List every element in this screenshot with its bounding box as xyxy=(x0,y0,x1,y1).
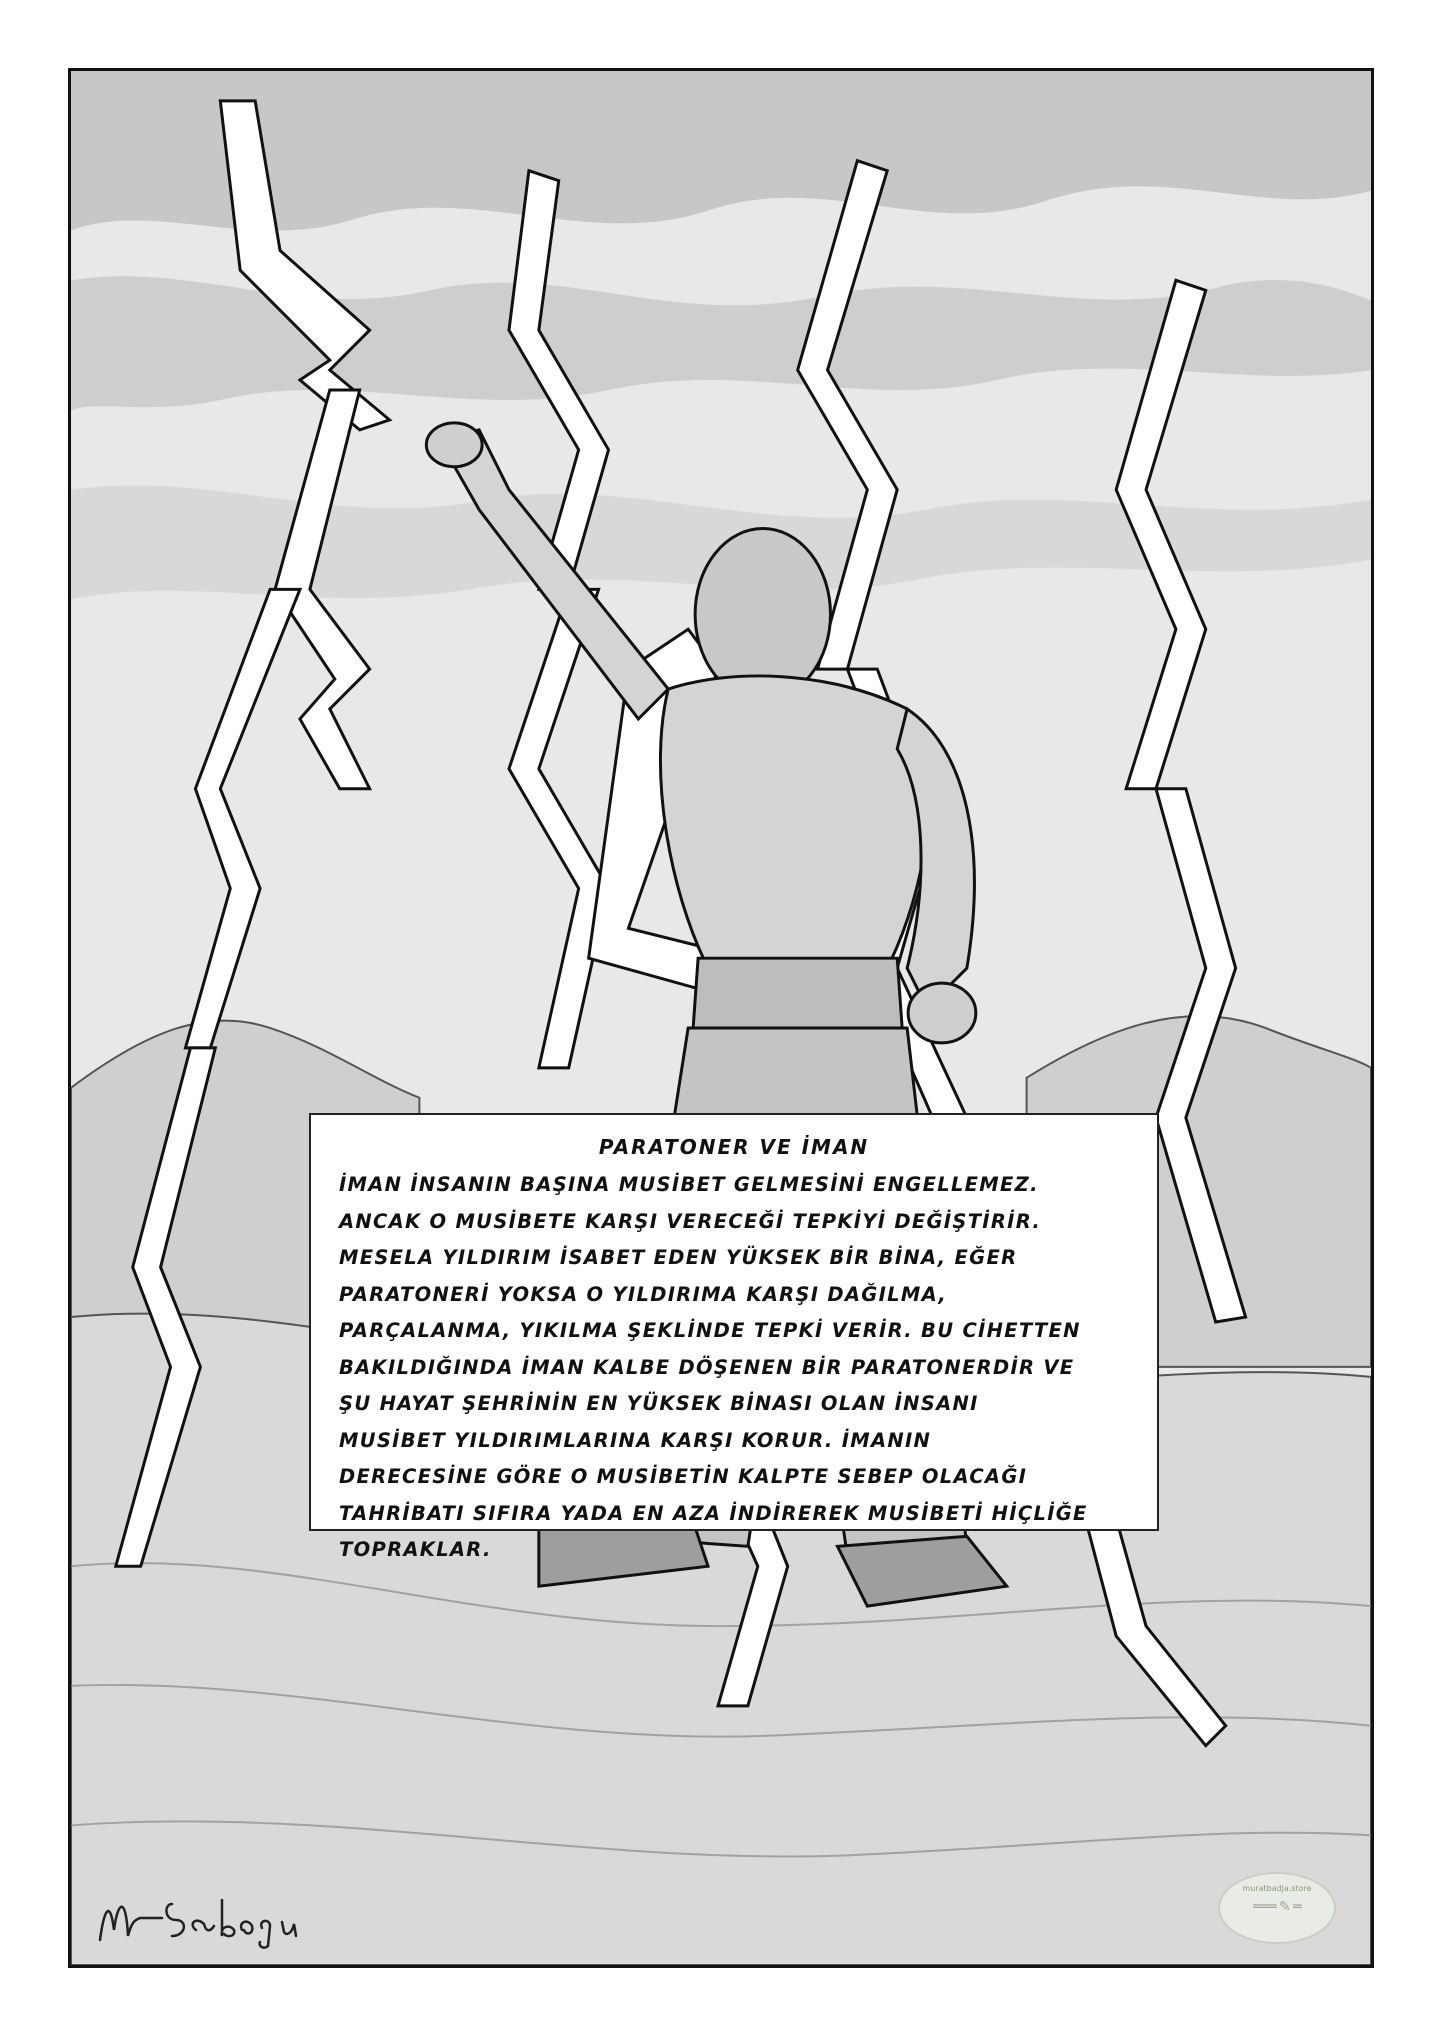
caption-title: PARATONER VE İMAN xyxy=(598,1135,870,1159)
caption-line: PARÇALANMA, YIKILMA ŞEKLİNDE TEPKİ VERİR. BU CİHETTEN xyxy=(339,1319,1081,1342)
caption-line: İMAN İNSANIN BAŞINA MUSİBET GELMESİNİ ENGELLEMEZ. xyxy=(339,1173,1039,1196)
caption-line: BAKILDIĞINDA İMAN KALBE DÖŞENEN BİR PARATONERDİR VE xyxy=(339,1355,1075,1379)
caption-line: TOPRAKLAR. xyxy=(339,1538,492,1561)
caption-line: ŞU HAYAT ŞEHRİNİN EN YÜKSEK BİNASI OLAN İNSANI xyxy=(339,1392,979,1415)
caption-body xyxy=(339,1167,1129,1569)
watermark-text: muratbadja.store xyxy=(1242,1884,1312,1893)
pencil-lines-icon: ═══ ✎ ═ xyxy=(1253,1899,1301,1915)
signature-scribble xyxy=(92,1890,332,1950)
caption-line: MUSİBET YILDIRIMLARINA KARŞI KORUR. İMANIN xyxy=(339,1428,932,1452)
caption-line: TAHRİBATI SIFIRA YADA EN AZA İNDİREREK MUSİBETİ HİÇLİĞE xyxy=(339,1501,1088,1525)
caption-line: PARATONERİ YOKSA O YILDIRIMA KARŞI DAĞILMA, xyxy=(339,1282,948,1306)
caption-box xyxy=(309,1113,1159,1561)
storm-illustration xyxy=(71,71,1371,1965)
watermark-badge xyxy=(1218,1872,1336,1944)
comic-panel xyxy=(68,68,1374,1968)
caption-line: MESELA YILDIRIM İSABET EDEN YÜKSEK BİR BİNA, EĞER xyxy=(339,1246,1018,1269)
artist-signature xyxy=(92,1890,332,1950)
caption-line: ANCAK O MUSİBETE KARŞI VERECEĞİ TEPKİYİ DEĞİŞTİRİR. xyxy=(339,1209,1042,1233)
caption-line: DERECESİNE GÖRE O MUSİBETİN KALPTE SEBEP OLACAĞI xyxy=(339,1465,1028,1488)
